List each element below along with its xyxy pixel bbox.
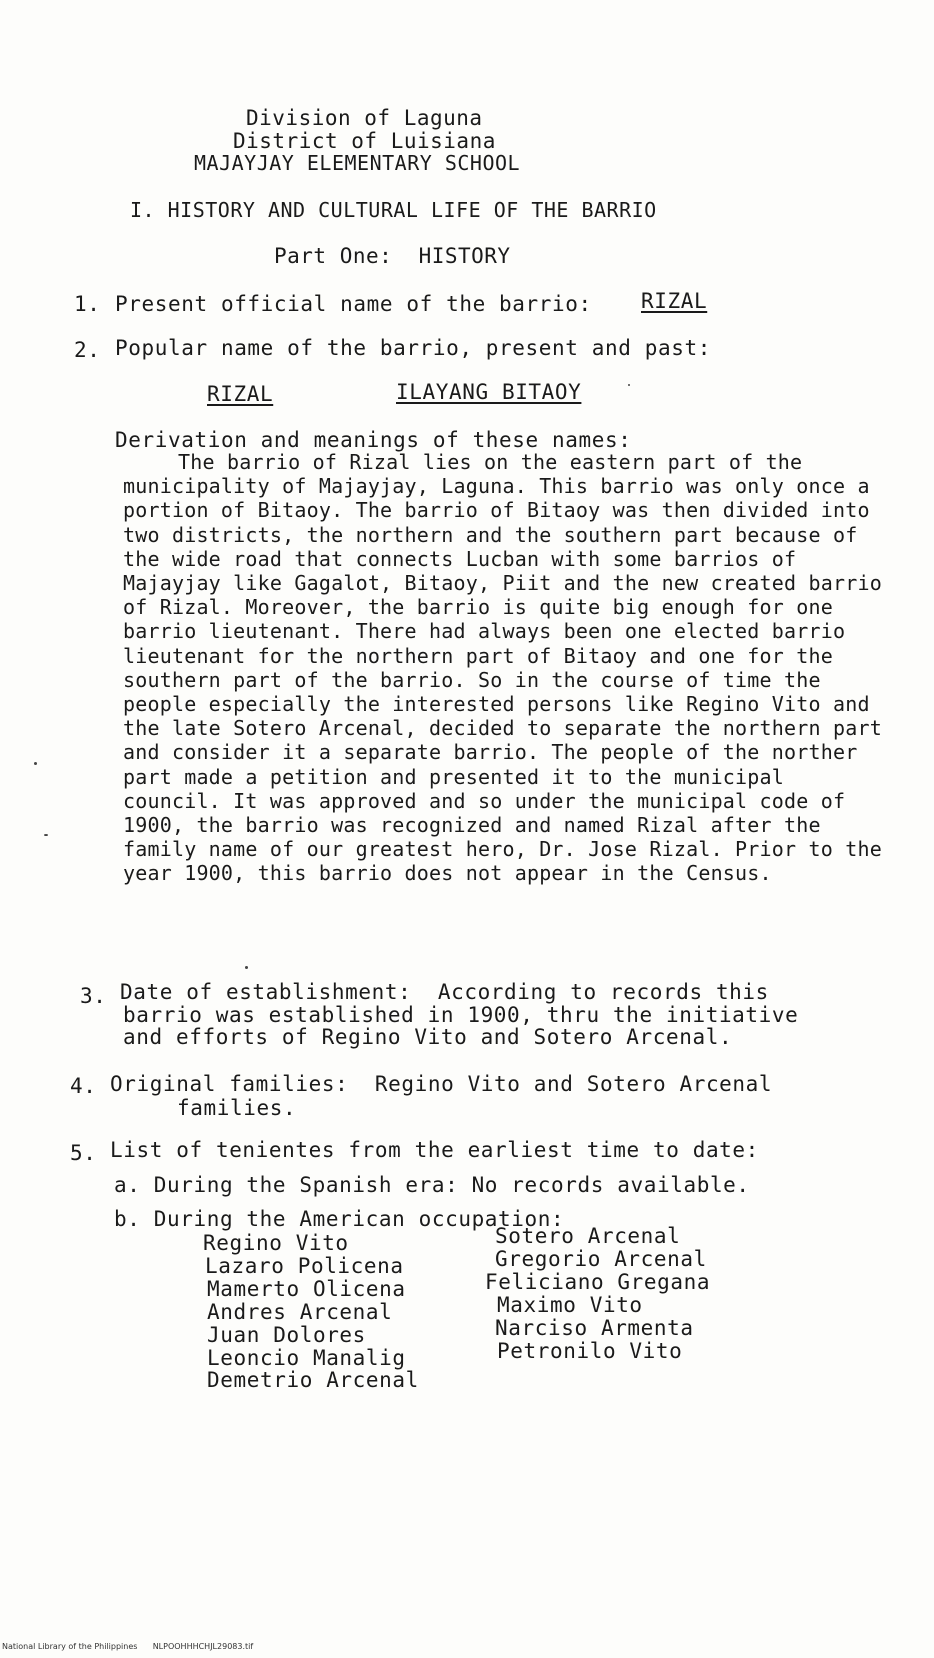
teniente-name: Andres Arcenal xyxy=(207,1300,393,1324)
scan-speck xyxy=(628,384,630,386)
item-1-answer: RIZAL xyxy=(641,289,708,313)
item-1-number: 1. xyxy=(74,292,101,316)
teniente-name: Petronilo Vito xyxy=(497,1339,683,1363)
item-2-label: Popular name of the barrio, present and past: xyxy=(115,336,711,360)
item-5-a: a. During the Spanish era: No records available. xyxy=(114,1173,750,1197)
item-3-number: 3. xyxy=(80,984,107,1008)
section-heading: I. HISTORY AND CULTURAL LIFE OF THE BARRIO xyxy=(130,198,657,222)
item-4-line-1: Original families: Regino Vito and Sotero Arcenal xyxy=(110,1072,773,1096)
teniente-name: Feliciano Gregana xyxy=(485,1270,711,1294)
district-heading: District of Luisiana xyxy=(233,129,496,153)
item-4-line-2: families. xyxy=(177,1096,297,1120)
item-3-line-2: barrio was established in 1900, thru the initiative xyxy=(123,1003,799,1027)
scan-speck xyxy=(34,762,37,765)
teniente-name: Demetrio Arcenal xyxy=(207,1368,419,1392)
item-1-label: Present official name of the barrio: xyxy=(115,292,592,316)
barrio-name-present: RIZAL xyxy=(207,382,274,406)
footer-library: National Library of the Philippines xyxy=(2,1642,138,1651)
footer-file: NLPOOHHHCHJL29083.tif xyxy=(152,1642,254,1651)
teniente-name: Juan Dolores xyxy=(207,1323,366,1347)
derivation-paragraph xyxy=(123,450,883,886)
barrio-name-past: ILAYANG BITAOY xyxy=(396,380,582,404)
item-3-line-1: Date of establishment: According to records this xyxy=(120,980,769,1004)
item-4-number: 4. xyxy=(70,1074,97,1098)
school-heading: MAJAYJAY ELEMENTARY SCHOOL xyxy=(194,151,521,175)
derivation-label: Derivation and meanings of these names: xyxy=(115,428,632,452)
teniente-name: Lazaro Policena xyxy=(205,1254,404,1278)
teniente-name: Maximo Vito xyxy=(497,1293,643,1317)
item-5-number: 5. xyxy=(70,1141,97,1165)
item-5-label: List of tenientes from the earliest time to date: xyxy=(110,1138,759,1162)
scan-speck xyxy=(44,834,48,836)
teniente-name: Regino Vito xyxy=(203,1231,349,1255)
item-5-b: b. During the American occupation: xyxy=(114,1207,565,1231)
part-heading: Part One: HISTORY xyxy=(274,244,511,268)
item-2-number: 2. xyxy=(74,338,101,362)
scan-footer xyxy=(2,1642,253,1651)
teniente-name: Leoncio Manalig xyxy=(207,1346,406,1370)
teniente-name: Narciso Armenta xyxy=(495,1316,694,1340)
item-3-line-3: and efforts of Regino Vito and Sotero Arcenal. xyxy=(123,1025,733,1049)
derivation-text: The barrio of Rizal lies on the eastern part of the municipality of Majayjay, Laguna. This barrio was only once a portion of Bitaoy. The barrio of Bitaoy was then divided into two districts, the northern and the southern part because of the wide road that connects Lucban with some barrios of Majayjay like Gagalot, Bitaoy, Piit and the new created barrio of Rizal. Moreover, the barrio is quite big enough for one barrio lieutenant. There had always been one elected barrio lieutenant for the northern part of Bitaoy and one for the southern part of the barrio. So in the course of time the people especially the interested persons like Regino Vito and the late Sotero Arcenal, decided to separate the northern part and consider it a separate barrio. The people of the norther part made a petition and presented it to the municipal council. It was approved and so under the municipal code of 1900, the barrio was recognized and named Rizal after the family name of our greatest hero, Dr. Jose Rizal. Prior to the year 1900, this barrio does not appear in the Census. xyxy=(123,450,882,886)
teniente-name: Mamerto Olicena xyxy=(207,1277,406,1301)
scan-speck xyxy=(245,966,248,969)
teniente-name: Sotero Arcenal xyxy=(495,1224,681,1248)
division-heading: Division of Laguna xyxy=(246,106,483,130)
teniente-name: Gregorio Arcenal xyxy=(495,1247,707,1271)
